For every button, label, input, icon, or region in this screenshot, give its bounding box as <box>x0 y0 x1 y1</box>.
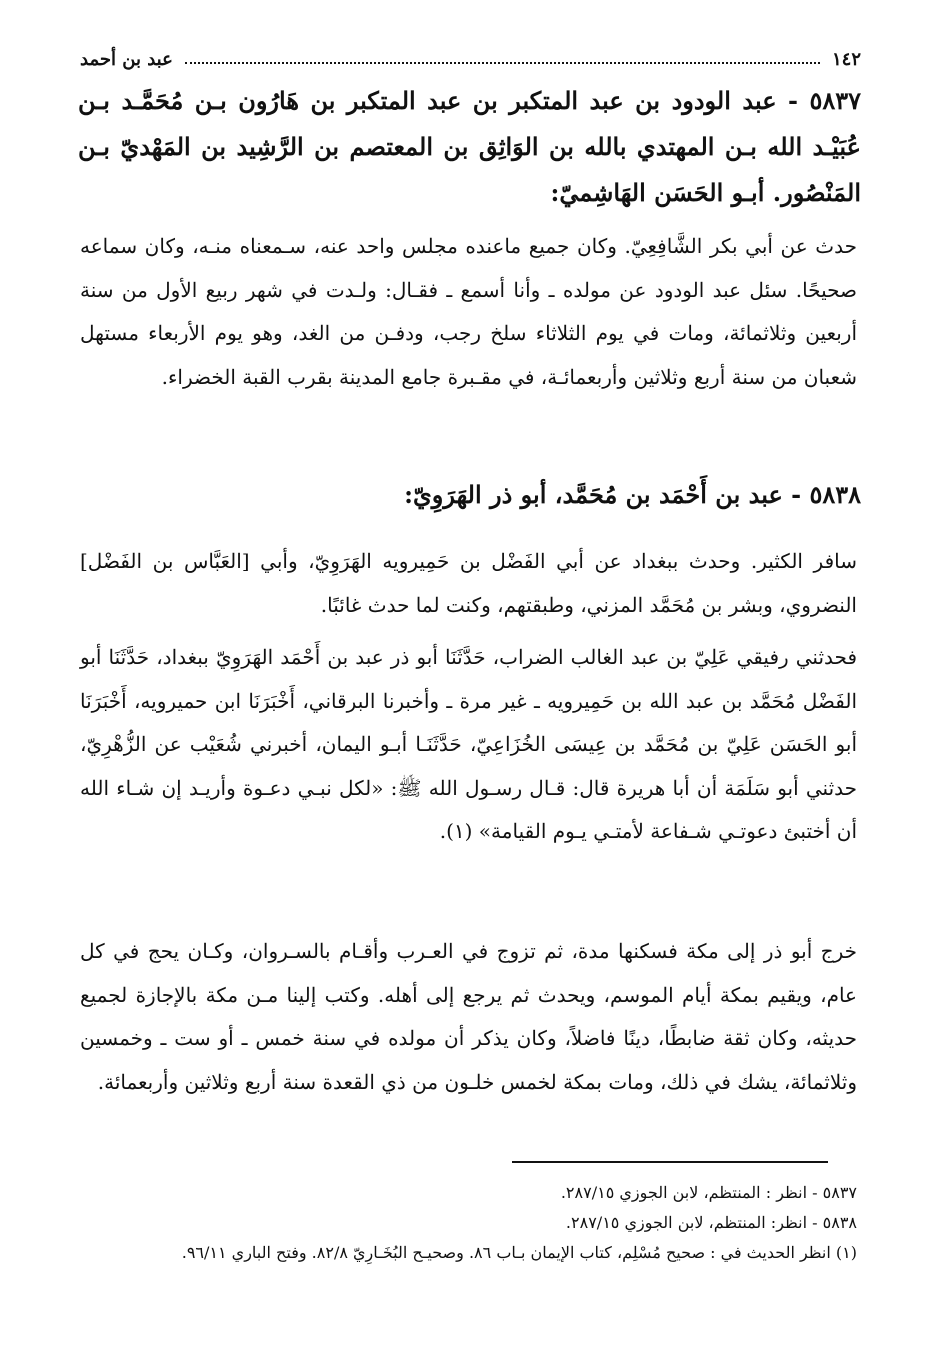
footnote-1: (١) انظر الحديث في : صحيح مُسْلِم، كتاب الإيمان بـاب ٨٦. وصحيـح البُخَـارِيّ ٨٢/٨. وفتح الباري ٩٦/١١. <box>181 1243 857 1262</box>
page-number: ١٤٢ <box>831 49 861 70</box>
entry-5838-paragraph-3: خرج أبو ذر إلى مكة فسكنها مدة، ثم تزوج في العـرب وأقـام بالسـروان، وكـان يحج في كل عام، ويقيم بمكة أيام الموسم، ويحدث ثم يرجع إلى أهله. وكتب إلينا مـن مكة بالإجازة لجميع حديثه، وكان ثقة ضابطًا، دينًا فاضلاً، وكان يذكر أن مولده في سنة خمس ـ أو ست ـ وخمسين وثلاثمائة، يشك في ذلك، ومات بمكة لخمس خلـون من ذي القعدة سنة أربع وثلاثين وأربعمائة. <box>80 939 857 1094</box>
entry-5838-paragraph-2: فحدثني رفيقي عَلِيّ بن عبد الغالب الضراب، حَدَّثَنَا أبو ذر عبد بن أَحْمَد الهَرَوِيّ ببغداد، حَدَّثَنَا أبو الفَضْل مُحَمَّد بن عبد الله بن حَمِيرويه ـ غير مرة ـ وأخبرنا البرقاني، أَخْبَرَنَا ابن حميرويه، أَخْبَرَنَا أبو الحَسَن عَلِيّ بن مُحَمَّد بن عِيسَى الخُزَاعِيّ، حَدَّثَنَـا أبـو اليمان، أخبرني شُعَيْب عن الزُّهْرِيّ، حدثني أبو سَلَمَة أن أبا هريرة قال: قـال رسـول الله ﷺ: «لكل نبـي دعـوة وأريـد إن شـاء الله أن أختبئ دعوتـي شـفاعة لأمتـي يـوم القيامة» (١). <box>80 645 857 843</box>
entry-5837-title: ٥٨٣٧ - عبد الودود بن عبد المتكبر بن عبد المتكبر بن هَارُون بـن مُحَمَّـد بـن عُبَيْـد الله بـن المهتدي بالله بن الوَاثِق بن المعتصم بن الرَّشِيد بن المَهْديّ بـن المَنْصُور. أبـو الحَسَن الهَاشِميّ: <box>78 86 861 207</box>
running-title: عبد بن أحمد <box>80 49 173 70</box>
entry-5837-paragraph: حدث عن أبي بكر الشَّافِعِيّ. وكان جميع ماعنده مجلس واحد عنه، سـمعناه منـه، وكان سماعه صحيحًا. سئل عبد الودود عن مولده ـ وأنا أسمع ـ فقـال: ولـدت في شهر ربيع الأول من سنة أربعين وثلاثمائة، ومات في يوم الثلاثاء سلخ رجب، ودفـن من الغد، وهو يوم الأربعاء مستهل شعبان من سنة أربع وثلاثين وأربعمائـة، في مقـبرة جامع المدينة بقرب القبة الخضراء. <box>80 234 857 389</box>
entry-5838-title: ٥٨٣٨ - عبد بن أَحْمَد بن مُحَمَّد، أبو ذر الهَرَوِيّ: <box>404 480 861 509</box>
footnote-5837: ٥٨٣٧ - انظر : المنتظم، لابن الجوزي ٢٨٧/١٥. <box>560 1183 857 1202</box>
page-header <box>80 36 861 70</box>
footnote-5838: ٥٨٣٨ - انظر: المنتظم، لابن الجوزي ٢٨٧/١٥. <box>565 1213 857 1232</box>
footnote-separator <box>512 1161 828 1163</box>
entry-5838-paragraph-1: سافر الكثير. وحدث ببغداد عن أبي الفَضْل بن حَمِيرويه الهَرَوِيّ، وأبي [العَبَّاس بن الفَضْل] النضروي، وبشر بن مُحَمَّد المزني، وطبقتهم، وكنت لما حدث غائبًا. <box>80 549 857 617</box>
header-dotted-leader <box>185 62 820 64</box>
